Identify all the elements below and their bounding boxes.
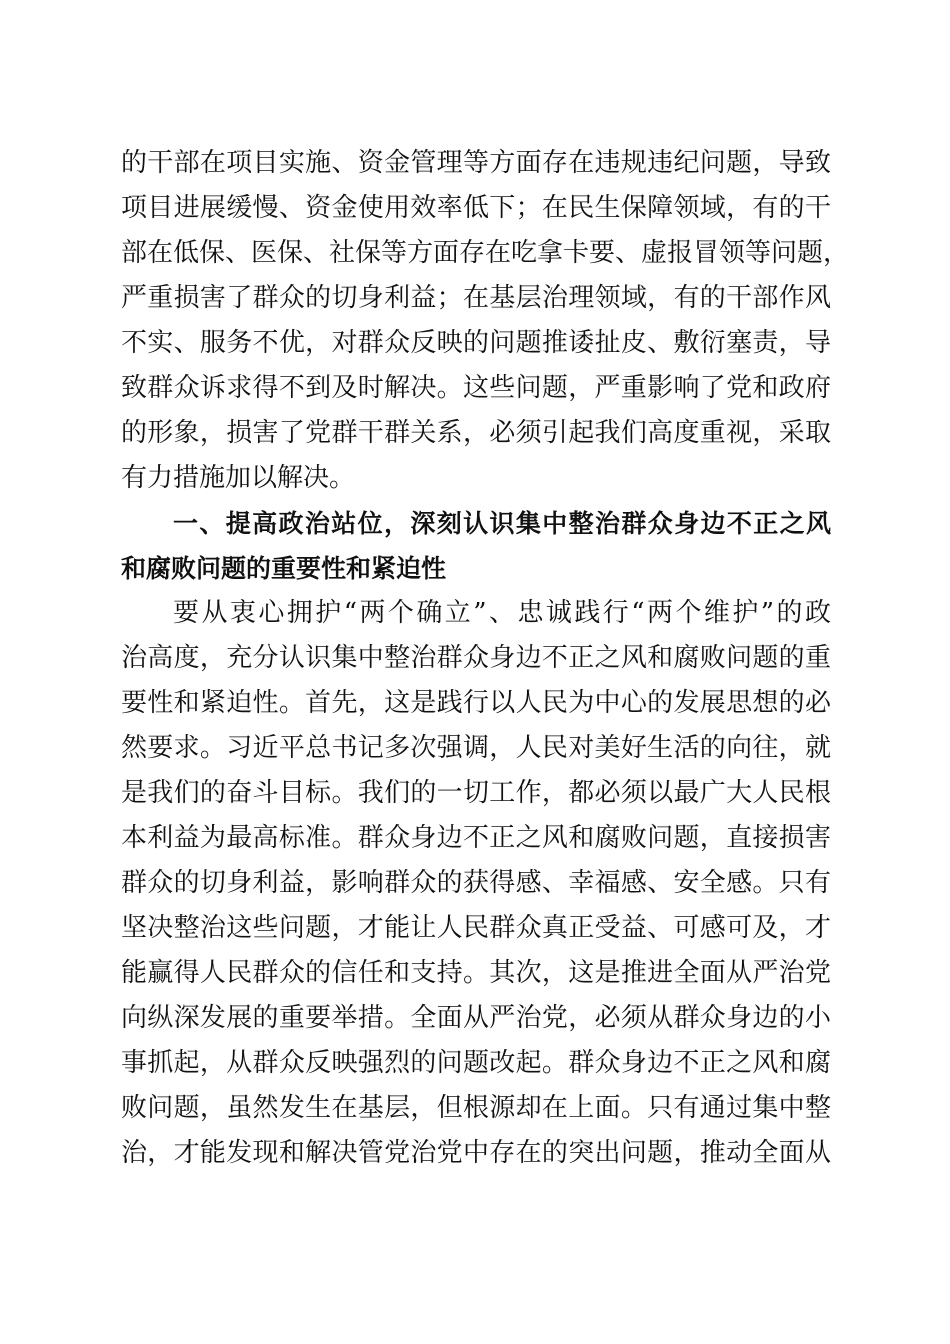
text-line: 要性和紧迫性。首先，这是践行以人民为中心的发展思想的必	[121, 688, 831, 718]
section-heading-1	[121, 501, 831, 591]
paragraph-1	[121, 141, 850, 501]
text-line: 群众的切身利益，影响群众的获得感、幸福感、安全感。只有	[121, 868, 831, 898]
heading-line: 一、提高政治站位，深刻认识集中整治群众身边不正之风	[173, 509, 831, 538]
text-line: 本利益为最高标准。群众身边不正之风和腐败问题，直接损害	[121, 823, 831, 853]
text-line: 严重损害了群众的切身利益；在基层治理领域，有的干部作风	[121, 283, 831, 313]
text-line: 然要求。习近平总书记多次强调，人民对美好生活的向往，就	[121, 733, 831, 763]
text-line: 坚决整治这些问题，才能让人民群众真正受益、可感可及，才	[121, 913, 831, 943]
document-body	[121, 141, 850, 1176]
heading-line: 和腐败问题的重要性和紧迫性	[121, 554, 447, 583]
text-line: 败问题，虽然发生在基层，但根源却在上面。只有通过集中整	[121, 1093, 831, 1123]
text-line: 要从衷心拥护“两个确立”、忠诚践行“两个维护”的政	[173, 598, 831, 628]
text-line: 是我们的奋斗目标。我们的一切工作，都必须以最广大人民根	[121, 778, 831, 808]
text-line: 致群众诉求得不到及时解决。这些问题，严重影响了党和政府	[121, 373, 831, 403]
text-line: 向纵深发展的重要举措。全面从严治党，必须从群众身边的小	[121, 1003, 831, 1033]
text-line: 事抓起，从群众反映强烈的问题改起。群众身边不正之风和腐	[121, 1048, 831, 1078]
text-line: 部在低保、医保、社保等方面存在吃拿卡要、虚报冒领等问题，	[121, 238, 850, 268]
text-line: 治高度，充分认识集中整治群众身边不正之风和腐败问题的重	[121, 643, 831, 673]
text-line: 能赢得人民群众的信任和支持。其次，这是推进全面从严治党	[121, 958, 831, 988]
text-line: 治，才能发现和解决管党治党中存在的突出问题，推动全面从	[121, 1138, 831, 1168]
text-line: 的干部在项目实施、资金管理等方面存在违规违纪问题，导致	[121, 148, 831, 178]
text-line: 不实、服务不优，对群众反映的问题推诿扯皮、敷衍塞责，导	[121, 328, 831, 358]
text-line: 项目进展缓慢、资金使用效率低下；在民生保障领域，有的干	[121, 193, 831, 223]
paragraph-2	[121, 591, 831, 1176]
text-line: 的形象，损害了党群干群关系，必须引起我们高度重视，采取	[121, 418, 831, 448]
text-line: 有力措施加以解决。	[121, 463, 356, 493]
